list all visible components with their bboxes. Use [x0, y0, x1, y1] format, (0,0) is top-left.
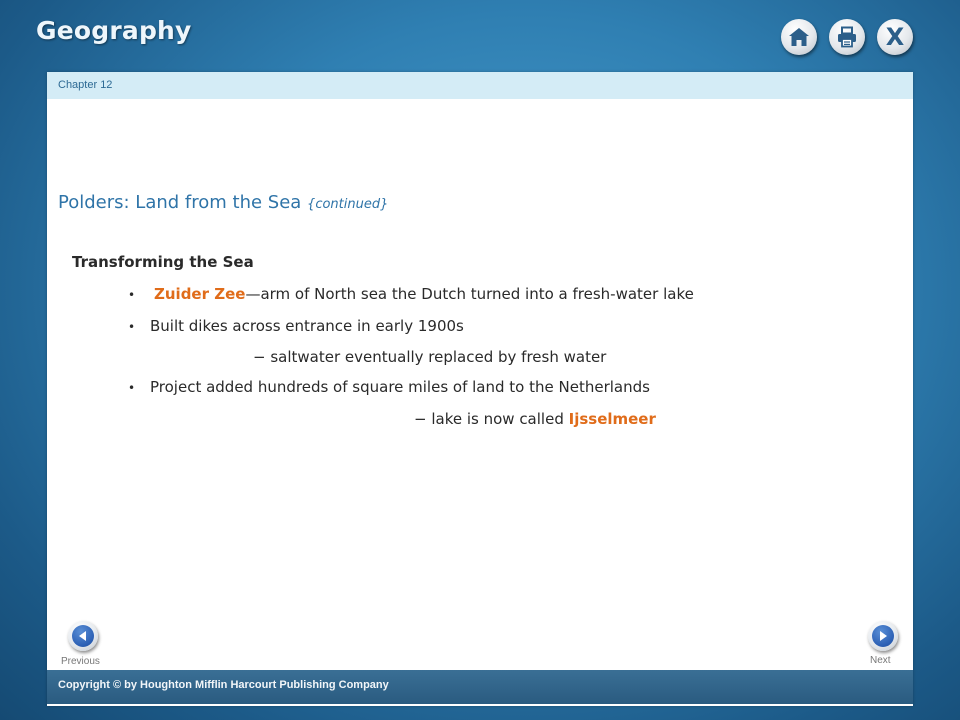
list-item: Project added hundreds of square miles of land to the Netherlands — [150, 378, 650, 396]
sub-item-text: − lake is now called — [414, 410, 569, 428]
previous-label[interactable]: Previous — [61, 656, 100, 667]
slide-panel — [47, 72, 913, 706]
printer-icon — [836, 26, 858, 48]
sub-item: − saltwater eventually replaced by fresh water — [253, 348, 607, 366]
list-item-text: —arm of North sea the Dutch turned into a fresh-water lake — [245, 285, 694, 303]
highlight-term: Ijsselmeer — [568, 410, 656, 428]
slide-title-suffix: {continued} — [307, 197, 389, 212]
list-item — [154, 285, 694, 303]
footer-bar — [47, 670, 913, 704]
next-button[interactable] — [868, 621, 898, 651]
bullet-marker: • — [128, 381, 136, 395]
close-button[interactable] — [877, 19, 913, 55]
next-label[interactable]: Next — [870, 655, 891, 666]
print-button[interactable] — [829, 19, 865, 55]
subheading: Transforming the Sea — [72, 253, 254, 271]
home-button[interactable] — [781, 19, 817, 55]
previous-button[interactable] — [68, 621, 98, 651]
chapter-label: Chapter 12 — [58, 79, 113, 91]
copyright-text: Copyright © by Houghton Mifflin Harcourt Publishing Company — [58, 679, 389, 691]
bullet-marker: • — [128, 288, 136, 302]
list-item: Built dikes across entrance in early 1900s — [150, 317, 464, 335]
sub-item — [414, 410, 656, 428]
highlight-term: Zuider Zee — [154, 285, 246, 303]
app-title: Geography — [36, 16, 192, 45]
bullet-marker: • — [128, 320, 136, 334]
home-icon — [788, 27, 810, 47]
slide-title — [58, 192, 388, 213]
close-icon: X — [885, 23, 905, 51]
arrow-right-icon — [877, 630, 889, 642]
arrow-left-icon — [77, 630, 89, 642]
chapter-bar — [47, 72, 913, 99]
slide-title-text: Polders: Land from the Sea — [58, 192, 302, 213]
